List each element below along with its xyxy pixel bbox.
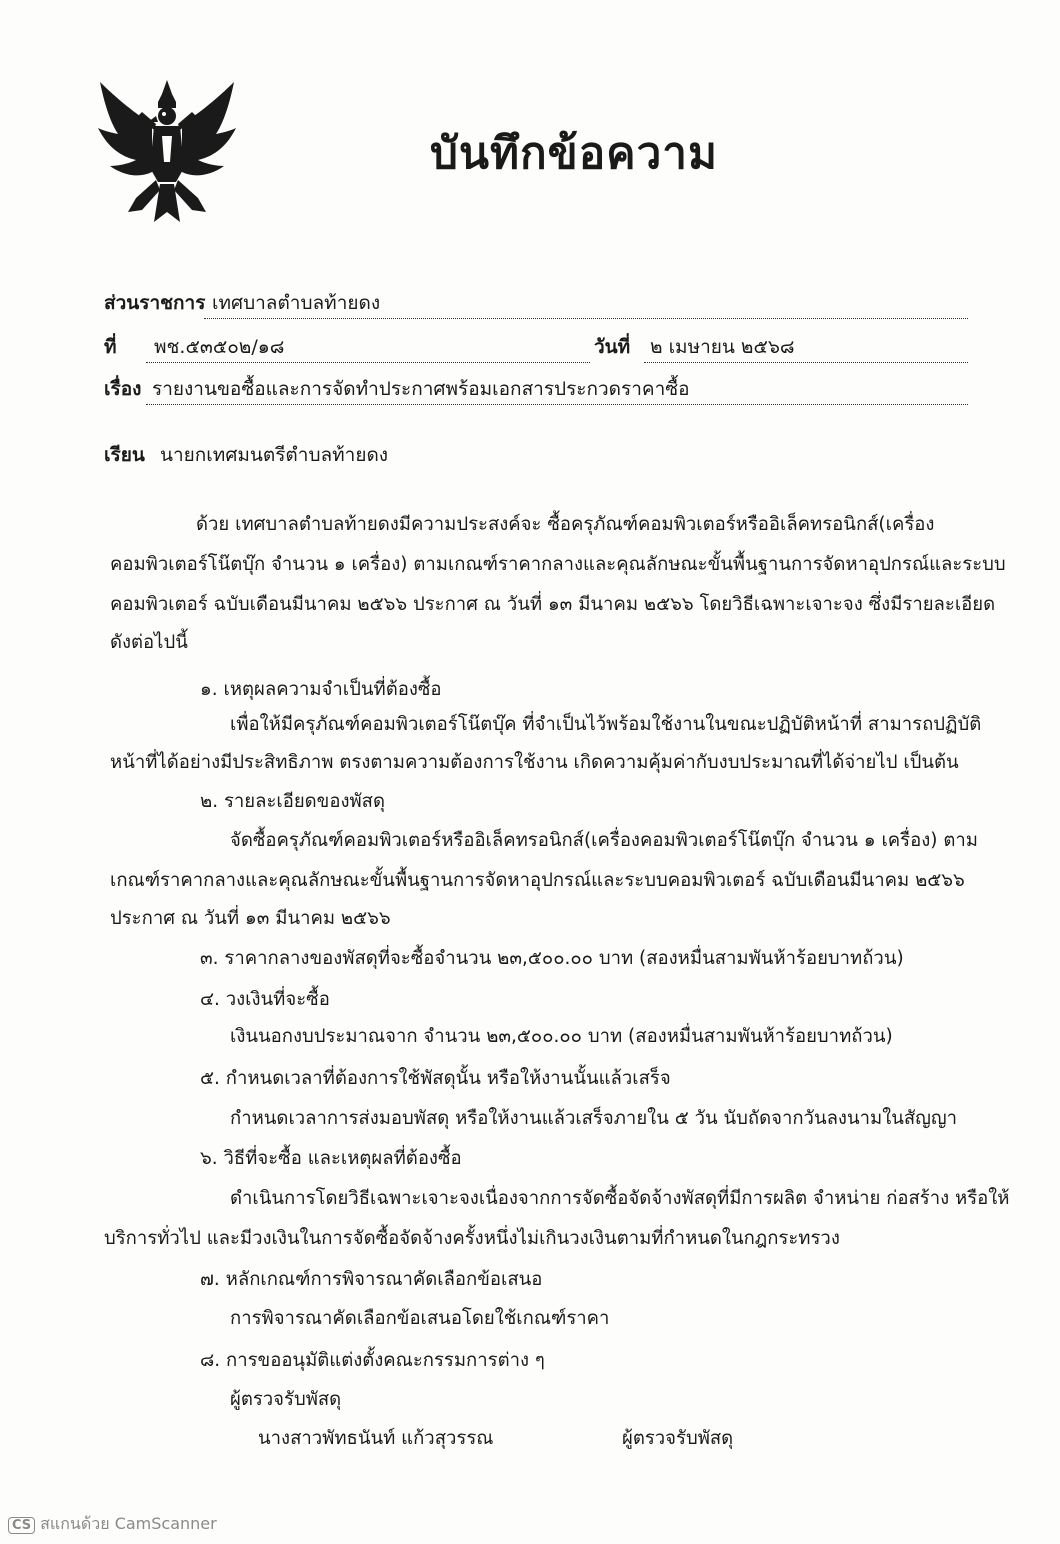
to-value: นายกเทศมนตรีตำบลท้ายดง: [160, 444, 389, 466]
section-2-line-3: ประกาศ ณ วันที่ ๑๓ มีนาคม ๒๕๖๖: [110, 908, 391, 929]
intro-line-4: ดังต่อไปนี้: [110, 632, 188, 653]
section-7-line-1: การพิจารณาคัดเลือกข้อเสนอโดยใช้เกณฑ์ราคา: [230, 1308, 610, 1329]
section-5-line-1: กำหนดเวลาการส่งมอบพัสดุ หรือให้งานแล้วเสร็จภายใน ๕ วัน นับถัดจากวันลงนามในสัญญา: [230, 1108, 958, 1129]
inspector-role: ผู้ตรวจรับพัสดุ: [622, 1428, 734, 1449]
date-value: ๒ เมษายน ๒๕๖๘: [650, 336, 795, 358]
section-8-line-1: ผู้ตรวจรับพัสดุ: [230, 1389, 342, 1410]
camscanner-watermark: [8, 1512, 217, 1537]
subject-underline: [146, 404, 968, 405]
section-6-line-2: บริการทั่วไป และมีวงเงินในการจัดซื้อจัดจ้างครั้งหนึ่งไม่เกินวงเงินตามที่กำหนดในกฎกระทรวง: [104, 1228, 840, 1249]
section-4-line-1: เงินนอกงบประมาณจาก จำนวน ๒๓,๕๐๐.๐๐ บาท (สองหมื่นสามพันห้าร้อยบาทถ้วน): [230, 1026, 893, 1047]
section-1-title: ๑. เหตุผลความจำเป็นที่ต้องซื้อ: [200, 679, 442, 700]
section-8-title: ๘. การขออนุมัติแต่งตั้งคณะกรรมการต่าง ๆ: [200, 1350, 545, 1371]
subject-label: เรื่อง: [104, 378, 142, 400]
section-5-title: ๕. กำหนดเวลาที่ต้องการใช้พัสดุนั้น หรือให้งานนั้นแล้วเสร็จ: [200, 1068, 671, 1089]
camscanner-logo-icon: CS: [8, 1517, 35, 1534]
section-1-line-1: เพื่อให้มีครุภัณฑ์คอมพิวเตอร์โน๊ตบุ๊ค ที่จำเป็นไว้พร้อมใช้งานในขณะปฏิบัติหน้าที่ สามารถปฏิบัติ: [230, 714, 982, 735]
date-underline: [644, 362, 968, 363]
to-label: เรียน: [104, 444, 145, 466]
section-6-title: ๖. วิธีที่จะซื้อ และเหตุผลที่ต้องซื้อ: [200, 1148, 462, 1169]
section-2-line-1: จัดซื้อครุภัณฑ์คอมพิวเตอร์หรืออิเล็คทรอนิกส์(เครื่องคอมพิวเตอร์โน๊ตบุ๊ก จำนวน ๑ เครื่อง) ตาม: [230, 830, 978, 851]
agency-label: ส่วนราชการ: [104, 292, 206, 314]
garuda-emblem-icon: [92, 72, 242, 232]
intro-line-3: คอมพิวเตอร์ ฉบับเดือนมีนาคม ๒๕๖๖ ประกาศ ณ วันที่ ๑๓ มีนาคม ๒๕๖๖ โดยวิธีเฉพาะเจาะจง ซึ่งมีรายละเอียด: [110, 594, 996, 615]
section-7-title: ๗. หลักเกณฑ์การพิจารณาคัดเลือกข้อเสนอ: [200, 1269, 543, 1290]
page-title: บันทึกข้อความ: [430, 128, 719, 179]
section-1-line-2: หน้าที่ได้อย่างมีประสิทธิภาพ ตรงตามความต้องการใช้งาน เกิดความคุ้มค่ากับงบประมาณที่ได้จ่ายไป เป็นต้น: [110, 752, 959, 773]
camscanner-text: สแกนด้วย CamScanner: [40, 1514, 217, 1533]
section-4-title: ๔. วงเงินที่จะซื้อ: [200, 989, 330, 1010]
agency-underline: [204, 318, 968, 319]
ref-underline: [146, 362, 590, 363]
section-2-title: ๒. รายละเอียดของพัสดุ: [200, 791, 385, 812]
inspector-name: นางสาวพัทธนันท์ แก้วสุวรรณ: [258, 1428, 494, 1449]
section-2-line-2: เกณฑ์ราคากลางและคุณลักษณะขั้นพื้นฐานการจัดหาอุปกรณ์และระบบคอมพิวเตอร์ ฉบับเดือนมีนาคม ๒๕๖๖: [110, 870, 965, 891]
date-label: วันที่: [594, 336, 631, 358]
ref-label: ที่: [104, 336, 117, 358]
agency-value: เทศบาลตำบลท้ายดง: [212, 292, 381, 314]
subject-value: รายงานขอซื้อและการจัดทำประกาศพร้อมเอกสารประกวดราคาซื้อ: [152, 378, 690, 400]
ref-value: พช.๕๓๕๐๒/๑๘: [154, 336, 285, 358]
section-6-line-1: ดำเนินการโดยวิธีเฉพาะเจาะจงเนื่องจากการจัดซื้อจัดจ้างพัสดุที่มีการผลิต จำหน่าย ก่อสร้าง หรือให้: [230, 1188, 1010, 1209]
section-3-title: ๓. ราคากลางของพัสดุที่จะซื้อจำนวน ๒๓,๕๐๐.๐๐ บาท (สองหมื่นสามพันห้าร้อยบาทถ้วน): [200, 948, 904, 969]
intro-line-2: คอมพิวเตอร์โน๊ตบุ๊ก จำนวน ๑ เครื่อง) ตามเกณฑ์ราคากลางและคุณลักษณะขั้นพื้นฐานการจัดหาอุปกรณ์และระบบ: [110, 554, 1006, 575]
intro-line-1: ด้วย เทศบาลตำบลท้ายดงมีความประสงค์จะ ซื้อครุภัณฑ์คอมพิวเตอร์หรืออิเล็คทรอนิกส์(เครื่อง: [196, 514, 935, 535]
